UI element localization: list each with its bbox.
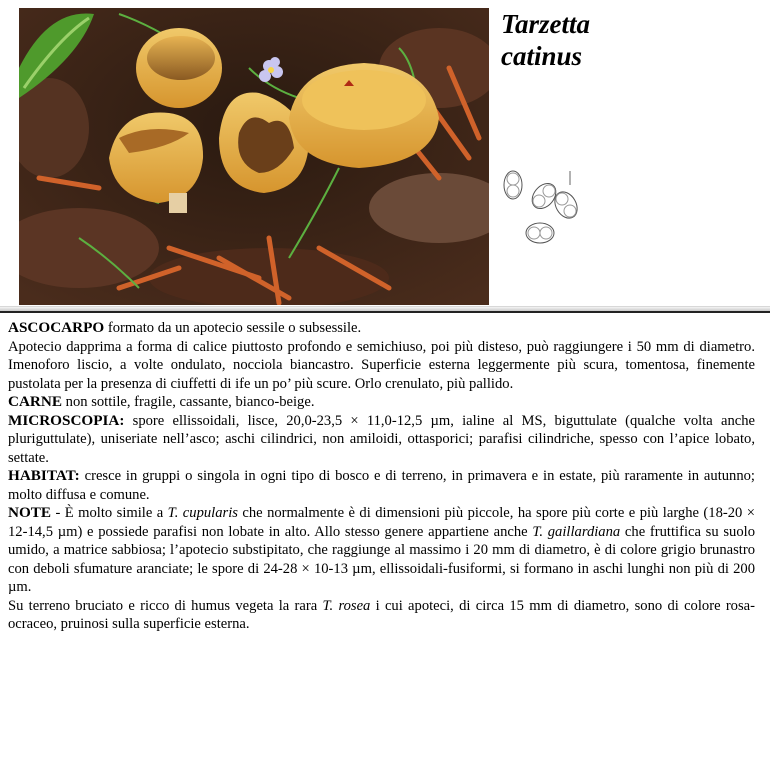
section-microscopia: MICROSCOPIA: spore ellissoidali, lisce, 20,0-23,5 × 11,0-12,5 µm, ialine al MS, biguttulate (qualche volta anche pluriguttulate), uniseriate nell’asco; aschi cilindrici, non amiloidi, ottasporici; parafisi cilindriche, spesso con l’apice lobato, settate.	[8, 411, 755, 466]
section-divider	[0, 306, 770, 313]
species-name-rosea: T. rosea	[322, 597, 371, 614]
section-heading: HABITAT:	[8, 467, 80, 484]
species-name-cupularis: T. cupularis	[167, 505, 238, 521]
section-heading: MICROSCOPIA:	[8, 411, 125, 429]
section-heading: NOTE	[8, 504, 52, 521]
section-rosea: Su terreno bruciato e ricco di humus vegeta la rara T. rosea i cui apoteci, di circa 15 mm di diametro, sono di colore rosa-ocraceo, pruinosi sulla superficie esterna.	[8, 597, 755, 632]
section-ascocarpo: ASCOCARPO formato da un apotecio sessile o subsessile.	[8, 319, 362, 336]
spore-drawing	[500, 163, 585, 248]
species-title-epithet: catinus	[501, 41, 583, 71]
mushroom-photo	[19, 8, 489, 305]
species-title	[501, 8, 590, 72]
section-heading: CARNE	[8, 393, 63, 410]
section-habitat: HABITAT: cresce in gruppi o singola in ogni tipo di bosco e di terreno, in primavera e in estate, più raramente in autunno; molto diffusa e comune.	[8, 467, 755, 503]
section-note: NOTE - È molto simile a T. cupularis che normalmente è di dimensioni più piccole, ha spore più corte e più larghe (18-20 × 12-14,5 µm) e possiede parafisi non lobate in alto. Allo stesso genere appartiene anche T. gaillardiana che fruttifica su suolo umido, a matrice sabbiosa; l’apotecio substipitato, che raggiunge al massimo i 20 mm di diametro, è di colore grigio brunastro con deboli sfumature aranciate; le spore di 24-28 × 10-13 µm, ellissoidali-fusiformi, si formano in aschi lunghi non più di 200 µm.	[8, 504, 756, 595]
section-heading: ASCOCARPO	[8, 319, 105, 336]
section-apotecio: Apotecio dapprima a forma di calice piuttosto profondo e semichiuso, poi più disteso, può raggiungere i 50 mm di diametro. Imenoforo liscio, a volte ondulato, nocciola biancastro. Superficie esterna leggermente più scura, tomentosa, finemente pustolata per la presenza di ciuffetti di ife un po’ più scure. Orlo crenulato, più pallido.	[8, 338, 755, 392]
section-carne: CARNE non sottile, fragile, cassante, bianco-beige.	[8, 393, 315, 410]
species-name-gaillardiana: T. gaillardiana	[532, 523, 621, 540]
species-title-genus: Tarzetta	[501, 9, 591, 39]
species-description	[8, 319, 755, 634]
